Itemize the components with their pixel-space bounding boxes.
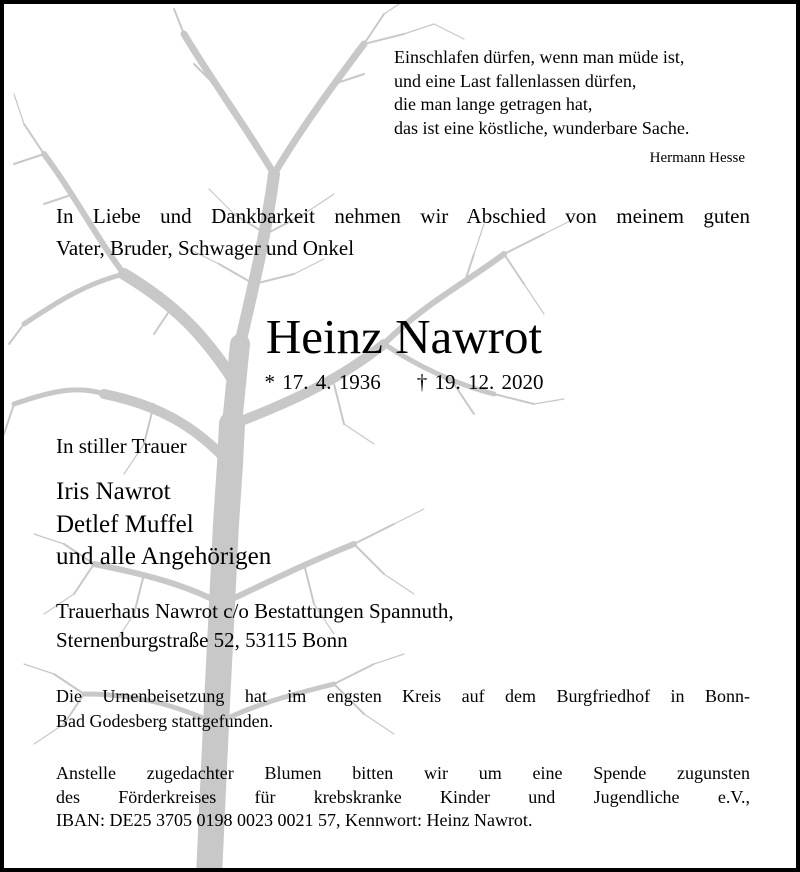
- poem-line: die man lange getragen hat,: [394, 94, 593, 114]
- life-dates: [4, 370, 800, 395]
- intro-line: Vater, Bruder, Schwager und Onkel: [56, 236, 355, 260]
- donation-line: IBAN: DE25 3705 0198 0023 0021 57, Kennwort: Heinz Nawrot.: [56, 810, 533, 830]
- poem-line: und eine Last fallenlassen dürfen,: [394, 70, 637, 91]
- burial-note: [56, 684, 750, 734]
- poem: [394, 46, 749, 140]
- address-line: Sternenburgstraße 52, 53115 Bonn: [56, 628, 348, 652]
- mourner-name: Iris Nawrot: [56, 478, 171, 505]
- donation-line: des Förderkreises für krebskranke Kinder und Jugendliche e.V.,: [56, 786, 750, 807]
- donation-note: [56, 762, 750, 833]
- mourner-name: und alle Angehörigen: [56, 543, 272, 570]
- death-date: † 19. 12. 2020: [416, 370, 544, 394]
- poem-author: Hermann Hesse: [649, 150, 745, 166]
- mourning-heading: In stiller Trauer: [56, 434, 187, 458]
- address-line: Trauerhaus Nawrot c/o Bestattungen Spannuth,: [56, 599, 454, 623]
- burial-line: Bad Godesberg stattgefunden.: [56, 711, 274, 731]
- mourning-address: [56, 597, 454, 655]
- poem-line: Einschlafen dürfen, wenn man müde ist,: [394, 47, 685, 67]
- donation-line: Anstelle zugedachter Blumen bitten wir um eine Spende zugunsten: [56, 763, 750, 783]
- mourner-list: [56, 476, 271, 574]
- burial-line: Die Urnenbeisetzung hat im engsten Kreis auf dem Burgfriedhof in Bonn-: [56, 686, 750, 706]
- deceased-name: Heinz Nawrot: [265, 309, 543, 364]
- intro-line: In Liebe und Dankbarkeit nehmen wir Abschied von meinem guten: [56, 204, 750, 228]
- birth-date: * 17. 4. 1936: [264, 370, 381, 394]
- poem-line: das ist eine köstliche, wunderbare Sache.: [394, 117, 690, 138]
- intro-text: [56, 200, 750, 264]
- mourner-name: Detlef Muffel: [56, 510, 194, 538]
